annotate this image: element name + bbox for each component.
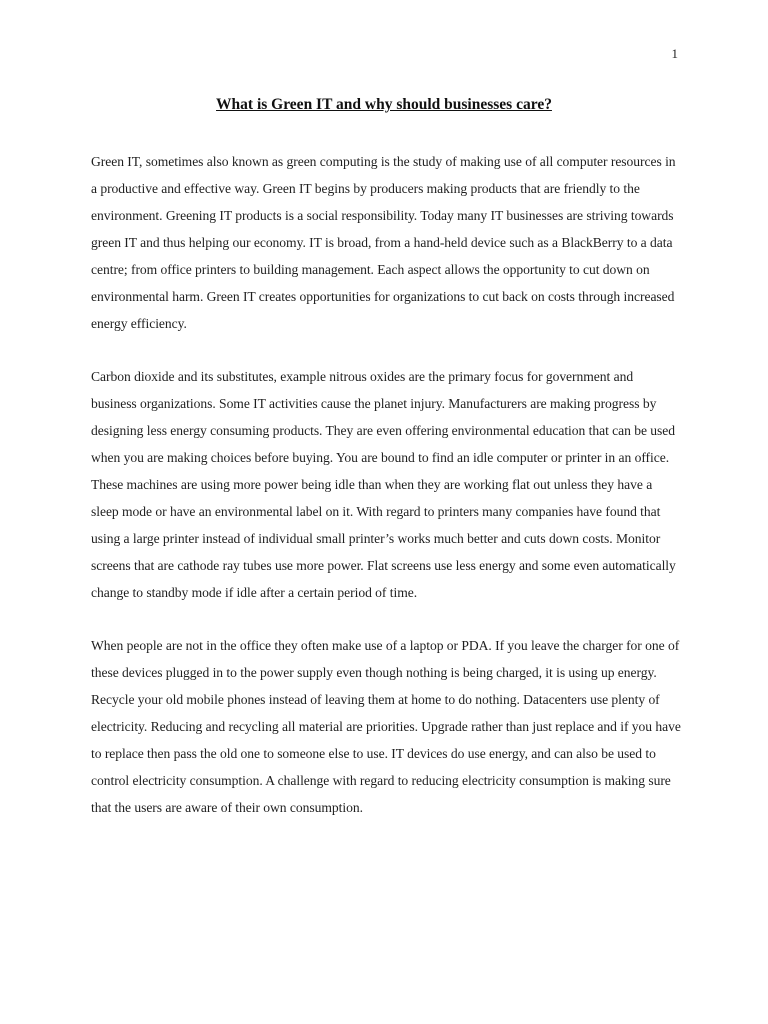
paragraph-office-energy-use: When people are not in the office they often make use of a laptop or PDA. If you leave the charger for one of these devices plugged in to the power supply even though nothing is being charged, it is using up energy. Recycle your old mobile phones instead of leaving them at home to do nothing. Datacenters use plenty of electricity. Reducing and recycling all material are priorities. Upgrade rather than just replace and if you have to replace then pass the old one to someone else to use. IT devices do use energy, and can also be used to control electricity consumption. A challenge with regard to reducing electricity consumption is making sure that the users are aware of their own consumption. [91, 638, 681, 815]
document-body [91, 148, 681, 821]
page-number: 1 [671, 46, 678, 61]
paragraph-carbon-dioxide: Carbon dioxide and its substitutes, example nitrous oxides are the primary focus for government and business organizations. Some IT activities cause the planet injury. Manufacturers are making progress by designing less energy consuming products. They are even offering environmental education that can be used when you are making choices before buying. You are bound to find an idle computer or printer in an office. These machines are using more power being idle than when they are working flat out unless they have a sleep mode or have an environmental label on it. With regard to printers many companies have found that using a large printer instead of individual small printer’s works much better and cuts down costs. Monitor screens that are cathode ray tubes use more power. Flat screens use less energy and some even automatically change to standby mode if idle after a certain period of time. [91, 369, 676, 600]
document-title: What is Green IT and why should businesses care? [216, 96, 552, 113]
paragraph-green-it-definition: Green IT, sometimes also known as green computing is the study of making use of all computer resources in a productive and effective way. Green IT begins by producers making products that are friendly to the environment. Greening IT products is a social responsibility. Today many IT businesses are striving towards green IT and thus helping our economy. IT is broad, from a hand-held device such as a BlackBerry to a data centre; from office printers to building management. Each aspect allows the opportunity to cut down on environmental harm. Green IT creates opportunities for organizations to cut back on costs through increased energy efficiency. [91, 154, 676, 331]
